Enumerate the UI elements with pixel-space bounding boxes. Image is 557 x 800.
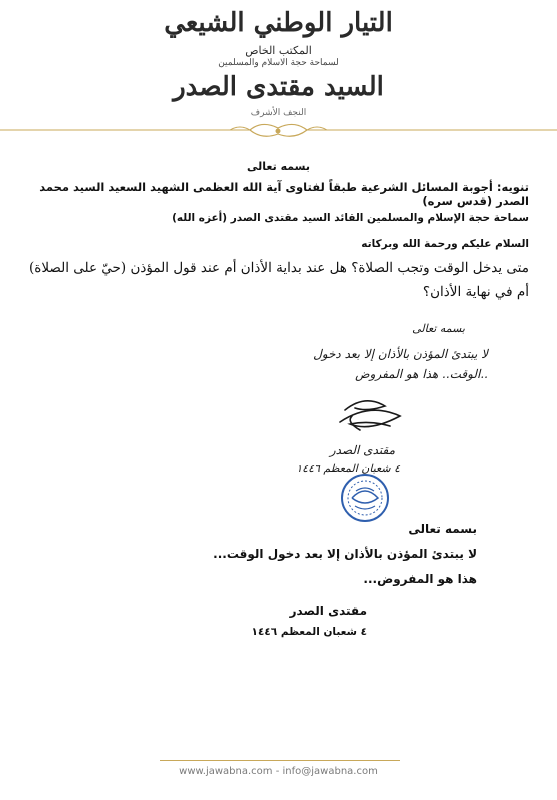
addressee: سماحة حجة الإسلام والمسلمين القائد السيد مقتدى الصدر (أعزه الله): [172, 212, 529, 224]
greeting: السلام عليكم ورحمة الله وبركاته: [361, 238, 529, 250]
answer-line2: هذا هو المفروض...: [363, 572, 477, 586]
question-text: متى يدخل الوقت وتجب الصلاة؟ هل عند بداية الأذان أم عند قول المؤذن (حيّ على الصلاة) أم في نهاية الأذان؟: [28, 260, 529, 300]
footer-rule: [160, 760, 400, 761]
footer-contact: www.jawabna.com - info@jawabna.com: [179, 766, 378, 777]
notice: تنويه: أجوبة المسائل الشرعية طبقاً لفتاوى آية الله العظمى الشهيد السعيد السيد محمد الصدر (قدس سره): [39, 180, 529, 208]
letterhead-office: المكتب الخاص: [245, 44, 312, 57]
handwritten-signature-name: مقتدى الصدر: [329, 443, 395, 457]
answer-besm: بسمه تعالى: [408, 522, 477, 536]
question-besm: بسمه تعالى: [247, 160, 310, 173]
handwritten-line2: الوقت.. هذا هو المفروض..: [355, 367, 488, 381]
answer-line1: لا يبتدئ المؤذن بالأذان إلا بعد دخول الوقت...: [213, 547, 477, 561]
letterhead-title: التيار الوطني الشيعي: [164, 8, 393, 38]
letterhead-hojja: لسماحة حجة الاسلام والمسلمين: [218, 58, 339, 68]
signature: [340, 401, 400, 430]
answer-date: ٤ شعبان المعظم ١٤٤٦: [251, 626, 367, 638]
letterhead-najaf: النجف الأشرف: [250, 108, 307, 118]
letterhead-name: السيد مقتدى الصدر: [173, 72, 384, 102]
handwritten-besm: بسمه تعالى: [412, 322, 465, 335]
handwritten-date: ٤ شعبان المعظم ١٤٤٦: [296, 462, 400, 475]
official-stamp: [342, 475, 388, 521]
ornamental-divider: [0, 120, 557, 144]
answer-signature: مقتدى الصدر: [289, 604, 367, 618]
handwritten-line1: لا يبتدئ المؤذن بالأذان إلا بعد دخول: [313, 347, 488, 361]
